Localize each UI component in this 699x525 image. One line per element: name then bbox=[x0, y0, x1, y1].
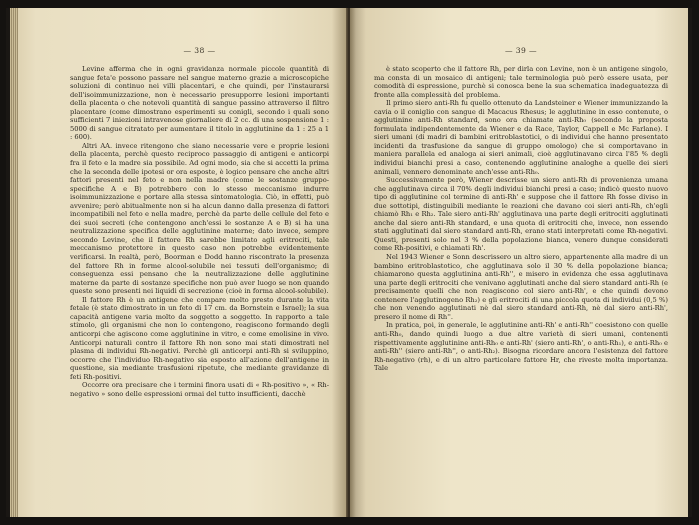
paragraph: In pratica, poi, in generale, le agglutinine anti-Rh' e anti-Rh'' coesistono con quelle anti-Rh₀, dando quindi luogo a due altre varietà di sieri umani, contenenti rispettivamente agglutinine anti-Rh₀ e anti-Rh' (siero anti-Rh', o anti-Rh₁), e anti-Rh₀ e anti-Rh'' (siero anti-Rh'', o anti-Rh₂). Bisogna ricordare ancora l'esistenza del fattore Rh-negativo (rh), e di un altro particolare fattore Hr, che riveste molta importanza. Tale bbox=[374, 321, 668, 373]
page-number: — 38 — bbox=[183, 46, 216, 55]
page-number: — 39 — bbox=[504, 46, 538, 55]
paragraph: è stato scoperto che il fattore Rh, per dirla con Levine, non è un antigene singolo, ma consta di un mosaico di antigeni; tale terminologia può però essere usata, per comodità di espressione, purchè si conosca bene la sua schematica inadeguatezza di fronte alla complessità del problema. bbox=[374, 65, 668, 99]
right-page bbox=[350, 8, 688, 517]
paragraph: Successivamente però, Wiener descrisse un siero anti-Rh di provenienza umana che agglutinava circa il 70% degli individui bianchi presi a caso; indicò questo nuovo tipo di agglutinine col termine di anti-Rh' e suppose che il fattore Rh fosse diviso in due sottotipi, distinguibili mediante le reazioni che davano coi sieri anti-Rh, ch'egli chiamò Rh₁ e Rh₂. Tale siero anti-Rh' agglutinava una parte degli eritrociti agglutinati anche dal siero anti-Rh standard, e una quota di eritrociti che, invece, non essendo stati agglutinati dal siero standard anti-Rh, erano stati interpretati come Rh-negativi. Questi, presenti solo nel 3 % della popolazione bianca, venero dunque considerati come Rh-positivi, e chiamati Rh'. bbox=[374, 176, 668, 253]
paragraph: Altri AA. invece ritengono che siano necessarie vere e proprie lesioni della placenta, perchè questo reciproco passaggio di antigeni e anticorpi fra il feto e la madre sia possibile. Ad ogni modo, sia che si accetti la prima che la seconda delle ipotesi or ora esposte, è logico pensare che anche altri fattori presenti nel feto e non nella madre (come le sostanze gruppo-specifiche A e B) potrebbero con lo stesso meccanismo indurre isoimmunizzazione e portare alla stessa sintomatologia. Ciò, in effetti, può avvenire; però abitualmente non si ha alcun danno dalla presenza di fattori incompatibili nel feto e nella madre, perchè da parte delle cellule del feto e dei suoi secreti (che contengono anch'essi le sostanze A e B) si ha una neutralizzazione specifica delle agglutinine materne; dato invece, sempre secondo Levine, che il fattore Rh sarebbe limitato agli eritrociti, tale meccanismo protettore in questo caso non potrebbe evidentemente verificarsi. In realtà, però, Boorman e Dodd hanno riscontrato la presenza del fattore Rh in forme alcool-solubile nei tessuti dell'organismo; di conseguenza essi pensano che la neutralizzazione delle agglutinine materne da parte di sostanze specifiche non può aver luogo se non quando queste sono presenti nei liquidi di secrezione (cioè in forma alcool-solubile). bbox=[70, 141, 329, 296]
paragraph: Levine afferma che in ogni gravidanza normale piccole quantità di sangue feta'e possono passare nel sangue materno grazie a microscopiche soluzioni di continuo nei villi placentari, e che quindi, per l'instaurarsi dell'isoimmunizzazione, non è necessario presupporre lesioni importanti della placenta o che notevoli quantità di sangue passino attraverso il filtro placentare (come dimostrano esperimenti su conigli, secondo i quali sono sufficienti 7 iniezioni intravenose giornaliere di 2 cc. di una sospensione 1 : 5000 di sangue citratato per aumentare il titolo in agglutinine da 1 : 25 a 1 : 600). bbox=[70, 65, 329, 142]
paragraph: Occorre ora precisare che i termini finora usati di « Rh-positivo », « Rh-negativo » sono delle espressioni ormai del tutto insufficienti, dacchè bbox=[70, 381, 329, 398]
book-spread bbox=[6, 8, 692, 517]
page-edges bbox=[10, 8, 18, 517]
paragraph: Il primo siero anti-Rh fu quello ottenuto da Landsteiner e Wiener immunizzando la cavia o il coniglio con sangue di Macacus Rhesus; le agglutinine in esso contenute, o agglutinine anti-Rh standard, sono ora chiamate anti-Rh₀ (secondo la proposta formulata indipendentemente da Wiener e da Race, Taylor, Cappell e Mc Farlane). I sieri umani (di madri di bambini eritroblastotici, o di individui che hanno presentato incidenti da trasfusione da sangue di gruppo omologo) che si comportavano in maniera parallela ed analoga ai sieri animali, cioè agglutinavano circa l'85 % degli individui bianchi presi a caso, contenendo agglutinine analoghe a quelle dei sieri animali, vennero denominate anch'esse anti-Rh₀. bbox=[374, 99, 668, 176]
gutter-shadow bbox=[350, 8, 366, 517]
paragraph: Il fattore Rh è un antigene che compare molto presto durante la vita fetale (è stato dimostrato in un feto di 17 cm. da Bornstein e Israel); la sua capacità antigene varia molto da soggetto a soggetto. In rapporto a tale stimolo, gli organismi che non lo contengono, reagiscono formando degli anticorpi che agiscono come agglutinine in vitro, e come emolisine in vivo. Anticorpi naturali contro il fattore Rh non sono mai stati dimostrati nel plasma di individui Rh-negativi. Perchè gli anticorpi anti-Rh si sviluppino, occorre che l'individuo Rh-negativo sia esposto all'azione dell'antigene in questione, sia mediante trasfusioni ripetute, che mediante gravidanze di feti Rh-positivi. bbox=[70, 295, 329, 381]
left-page bbox=[10, 8, 349, 517]
paragraph: Nel 1943 Wiener e Sonn descrissero un altro siero, appartenente alla madre di un bambino eritroblastotico, che agglutinava solo il 30 % della popolazione bianca; chiamarono questa agglutinina anti-Rh'', e misero in evidenza che essa agglutinava una parte degli eritrociti che venivano agglutinati anche dal siero standard anti-Rh (e precisamente quelli che non reagiscono col siero anti-Rh', e che quindi devono contenere l'agglutinogeno Rh₂) e gli eritrociti di una piccola quota di individui (0,5 %) che non venendo agglutinati nè dal siero standard anti-Rh, nè dal siero anti-Rh', presero il nome di Rh''. bbox=[374, 253, 668, 321]
